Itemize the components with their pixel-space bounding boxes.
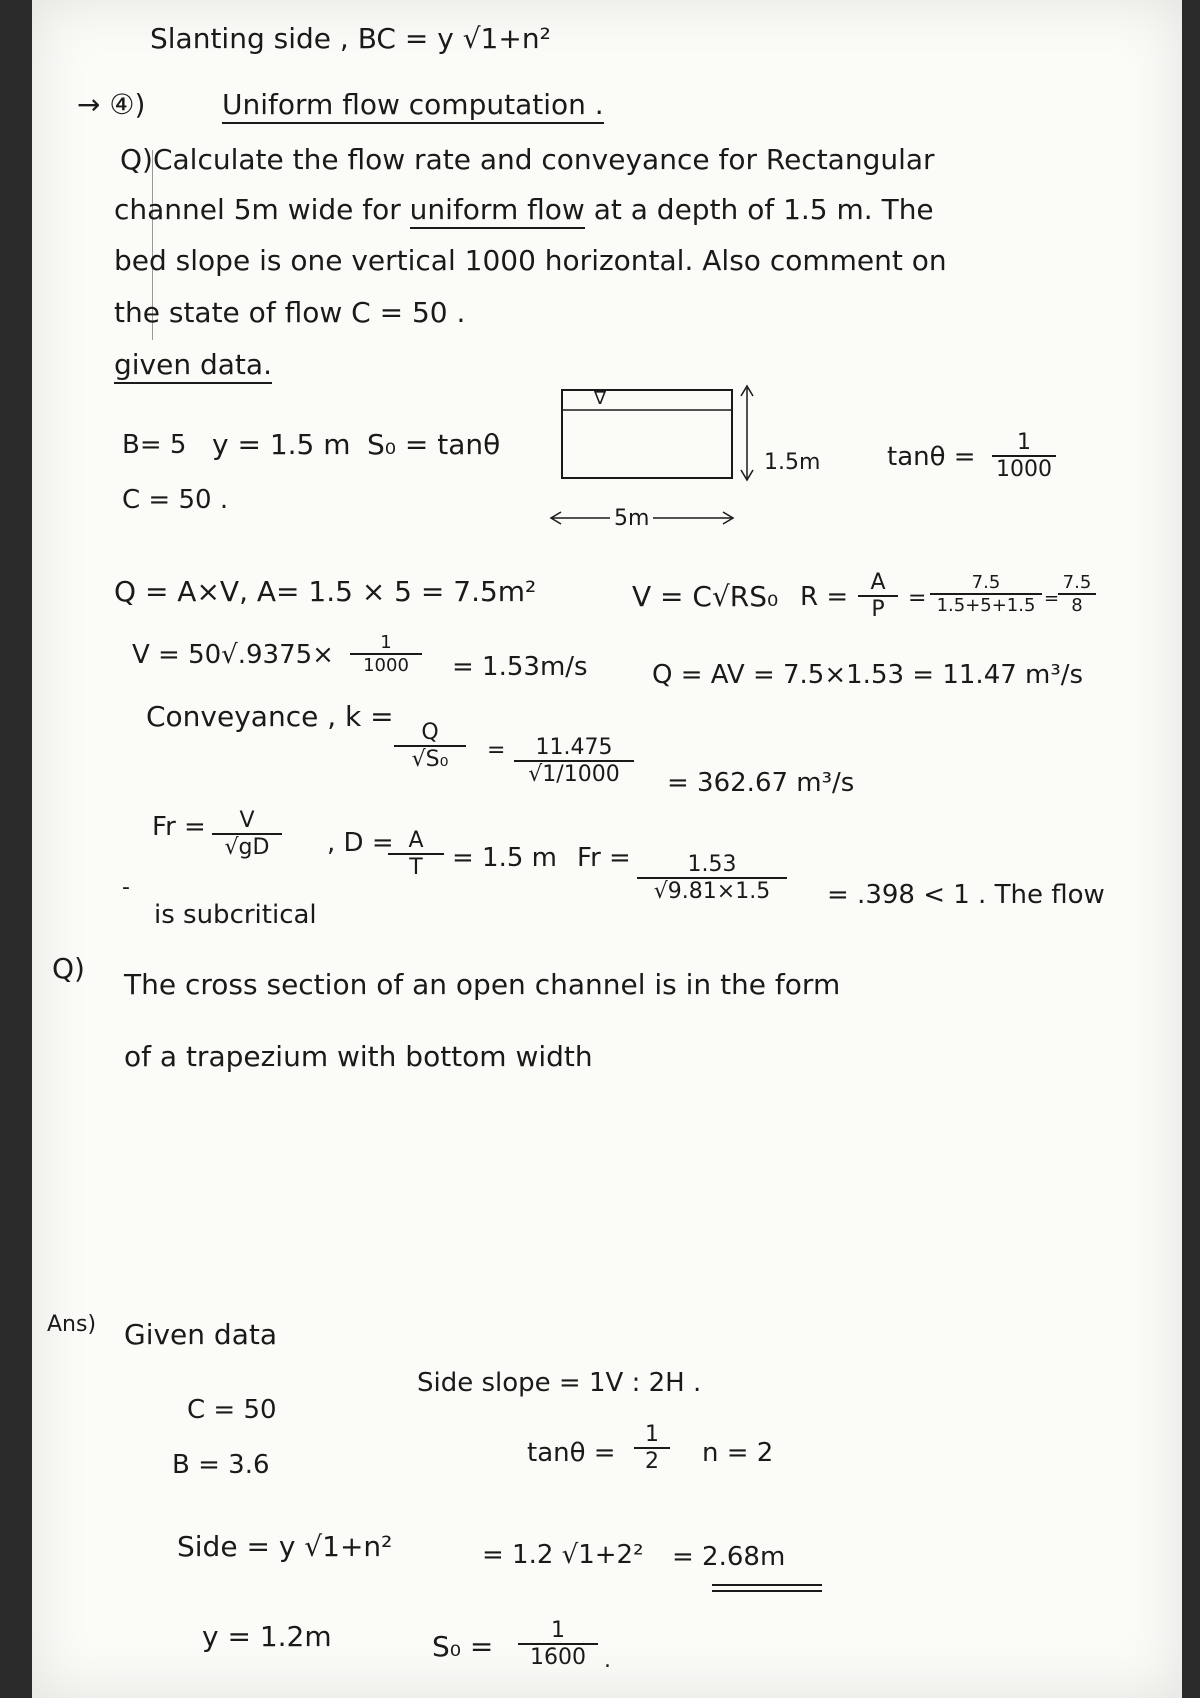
conveyance-label: Conveyance , k = <box>146 700 394 733</box>
froude-fraction: $\frac{V}{√gD}$ <box>212 808 282 860</box>
answer-tan-lhs: tanθ = <box>527 1438 616 1468</box>
depth-d-fraction: $\frac{A}{T}$ <box>388 828 444 880</box>
question1-line3: bed slope is one vertical 1000 horizontal. Also comment on <box>114 244 947 277</box>
depth-d-result: = 1.5 m <box>452 843 557 873</box>
conveyance-fraction: $\frac{Q}{\text{√S₀}}$ <box>394 720 466 772</box>
subcritical-text: is subcritical <box>154 900 317 930</box>
answer-b: B = 3.6 <box>172 1450 270 1480</box>
given-c: C = 50 . <box>122 485 229 515</box>
v-calc-fraction: $\frac{1}{1000}$ <box>350 632 422 676</box>
answer-label: Ans) <box>47 1312 97 1337</box>
v-calc-line: V = 50√.9375× <box>132 640 334 670</box>
dash-mark: - <box>122 875 130 900</box>
r-eq-2: = <box>1044 588 1060 609</box>
section-title: Uniform flow computation . <box>222 88 604 124</box>
v-formula: V = C√RS₀ <box>632 580 779 613</box>
depth-d-lhs: , D = <box>327 828 394 858</box>
q-area-line: Q = A×V, A= 1.5 × 5 = 7.5m² <box>114 575 537 608</box>
depth-label: 1.5m <box>764 450 821 475</box>
answer-heading: Given data <box>124 1318 277 1351</box>
section-marker: → ④) <box>77 88 146 121</box>
tan-fraction: $\frac{1}{1000}$ <box>992 430 1056 482</box>
side-calc: = 1.2 √1+2² <box>482 1540 644 1570</box>
r-lhs: R = <box>800 582 849 612</box>
froude2-result: = .398 < 1 . The flow <box>827 880 1105 910</box>
conveyance-result: = 362.67 m³/s <box>667 768 855 798</box>
r-fraction-3: $\frac{7.5}{8}$ <box>1058 572 1096 616</box>
given-y: y = 1.5 m <box>212 428 351 461</box>
channel-rect <box>562 390 732 478</box>
question2-line2: of a trapezium with bottom width <box>124 1040 593 1073</box>
side-result: = 2.68m <box>672 1542 786 1572</box>
r-eq: = <box>908 586 927 611</box>
froude2-lhs: Fr = <box>577 843 631 873</box>
r-fraction-2: $\frac{7.5}{1.5+5+1.5}$ <box>930 572 1042 616</box>
question1-line1: Q)Calculate the flow rate and conveyance for Rectangular <box>120 143 935 176</box>
answer-tan-fraction: $\frac{1}{2}$ <box>634 1422 670 1474</box>
slant-side-formula: Slanting side , BC = y √1+n² <box>150 22 551 55</box>
question2-line1: The cross section of an open channel is in the form <box>124 968 841 1001</box>
conveyance-fraction-2: $\frac{11.475}{√1/1000}$ <box>514 735 634 787</box>
answer-s0-fraction: $\frac{1}{1600}$ <box>518 1618 598 1670</box>
answer-n: n = 2 <box>702 1438 774 1468</box>
tan-lhs: tanθ = <box>887 442 976 472</box>
width-label: 5m <box>610 506 653 531</box>
conveyance-eq: = <box>487 738 506 763</box>
r-fraction: $\frac{A}{P}$ <box>858 570 898 622</box>
answer-s0-lhs: S₀ = <box>432 1630 494 1663</box>
answer-c: C = 50 <box>187 1395 277 1425</box>
q-result: Q = AV = 7.5×1.53 = 11.47 m³/s <box>652 660 1084 690</box>
side-formula: Side = y √1+n² <box>177 1530 393 1563</box>
question1-line4: the state of flow C = 50 . <box>114 296 466 329</box>
question2-marker: Q) <box>52 952 85 985</box>
side-result-underline-2 <box>712 1590 822 1592</box>
given-s0: S₀ = tanθ <box>367 428 501 461</box>
given-data-heading: given data. <box>114 348 272 384</box>
question1-line2: channel 5m wide for uniform flow at a depth of 1.5 m. The <box>114 193 934 226</box>
v-result: = 1.53m/s <box>452 652 588 682</box>
froude-lhs: Fr = <box>152 812 206 842</box>
froude2-fraction: $\frac{1.53}{√9.81\times 1.5}$ <box>637 852 787 904</box>
water-level-symbol: ∇ <box>594 388 607 409</box>
given-b: B= 5 <box>122 430 187 460</box>
side-slope: Side slope = 1V : 2H . <box>417 1368 702 1398</box>
side-result-underline <box>712 1584 822 1586</box>
answer-y: y = 1.2m <box>202 1620 332 1653</box>
notebook-page <box>32 0 1182 1698</box>
answer-s0-dot: . <box>604 1648 611 1673</box>
